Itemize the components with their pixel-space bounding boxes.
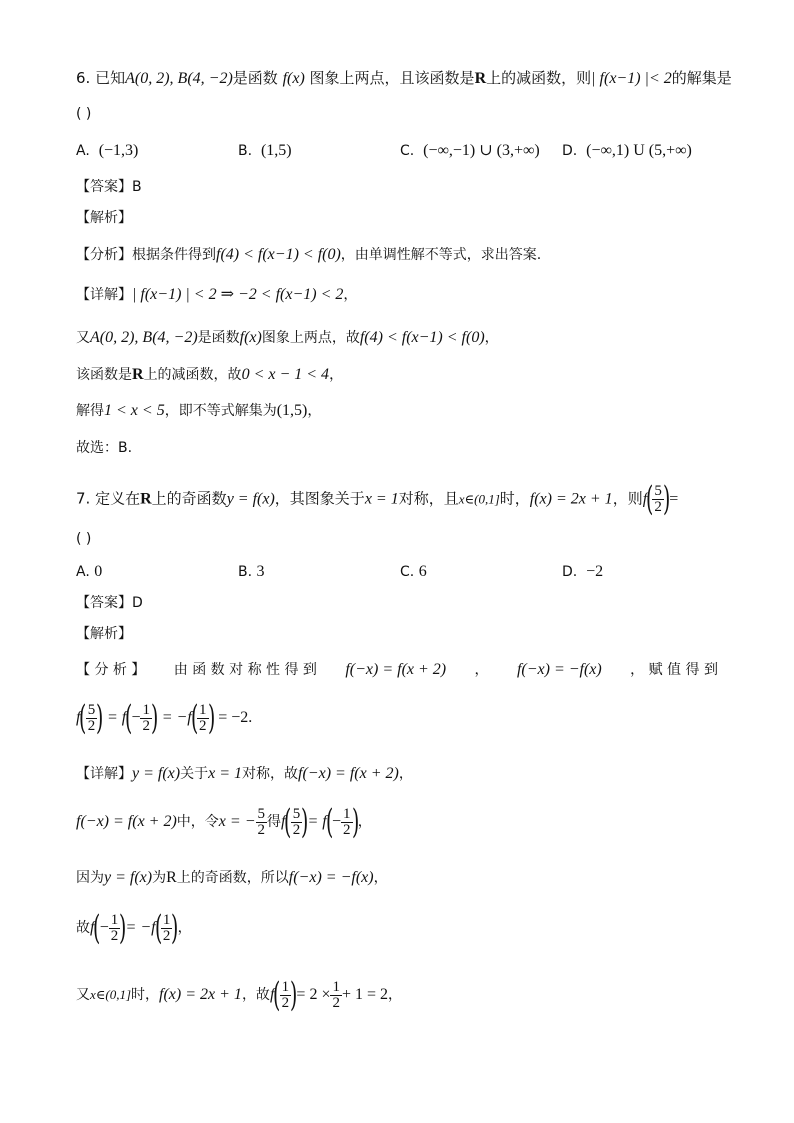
q7-option-b — [238, 561, 265, 583]
math: − — [332, 813, 342, 830]
right-paren: ) — [351, 802, 359, 842]
option-value: (−∞,−1) ∪ (3,+∞) — [423, 142, 540, 159]
fraction — [197, 703, 209, 734]
math: f — [281, 813, 286, 830]
q6-R: R — [474, 70, 487, 87]
q7-fenxi — [76, 659, 718, 681]
denominator: 2 — [87, 717, 96, 734]
answer-value: D — [132, 595, 143, 611]
text: 又 — [76, 987, 90, 1003]
option-value: (−∞,1) U (5,+∞) — [586, 142, 692, 159]
option-value: (1,5) — [260, 142, 292, 159]
q7-detail-4 — [76, 910, 192, 946]
math: x∈(0,1] — [458, 491, 500, 507]
q7-option-a — [76, 561, 102, 583]
math: x = − — [218, 813, 256, 830]
math: = — [669, 490, 679, 508]
text: 时， — [499, 489, 530, 508]
right-paren: ) — [171, 908, 179, 948]
math: f(x) = 2x + 1 — [529, 490, 613, 508]
text: 解得 — [76, 403, 104, 419]
text: 上的减函数，故 — [143, 367, 242, 383]
text: ， — [307, 403, 322, 419]
math: = f — [307, 813, 327, 830]
q6-analysis-heading: 【解析】 — [76, 210, 132, 226]
q6-option-b — [238, 140, 292, 162]
q6-text: 上的减函数，则 — [486, 69, 592, 87]
numerator: 1 — [281, 978, 290, 995]
q6-xiangjie — [76, 284, 357, 306]
text: 为 — [152, 870, 167, 886]
option-label: B. — [238, 143, 253, 159]
math: = −f — [125, 919, 156, 936]
numerator: 1 — [343, 805, 351, 822]
option-value: −2 — [586, 563, 604, 580]
text: 因为 — [76, 870, 104, 886]
fenxi-tag: 【分析】 — [76, 247, 132, 263]
math: f(4) < f(x−1) < f(0) — [216, 246, 341, 263]
q7-number: 7. — [76, 489, 91, 508]
left-paren: ( — [190, 698, 199, 738]
q6-text: 的解集是 — [671, 69, 732, 87]
math: f(x) = 2x + 1 — [159, 986, 242, 1003]
answer-value: B — [132, 179, 142, 195]
text: ， — [388, 987, 403, 1003]
text: 又 — [76, 330, 90, 346]
q7-detail-2 — [76, 804, 372, 840]
text: 由 函 数 对 称 性 得 到 — [173, 662, 317, 678]
option-label: C. — [400, 143, 415, 159]
math: f(−x) = f(x + 2) — [76, 813, 177, 830]
numerator: 1 — [162, 911, 171, 928]
numerator: 1 — [110, 911, 119, 928]
option-label: A. — [76, 564, 90, 580]
math: y = f(x) — [226, 490, 275, 508]
left-paren: ( — [646, 479, 654, 519]
q6-option-a — [76, 140, 138, 162]
left-paren: ( — [154, 908, 162, 948]
math: = −f — [161, 709, 192, 726]
denominator: 2 — [343, 821, 351, 838]
text: ， — [398, 766, 413, 782]
math: f(x) — [239, 329, 262, 346]
option-label: B. — [238, 564, 253, 580]
text: ， — [357, 814, 372, 830]
q7-fenxi-calc — [76, 700, 252, 736]
math: = f — [106, 709, 127, 726]
q7-answer-paren: ( ) — [76, 531, 92, 547]
option-value: 6 — [418, 563, 427, 580]
math: 1 < x < 5 — [104, 402, 165, 419]
left-paren: ( — [93, 908, 101, 948]
fenxi-tag: 【 分 析 】 — [76, 662, 146, 678]
math: x = 1 — [364, 490, 399, 508]
math: (1,5) — [276, 402, 308, 419]
q6-points: A(0, 2), B(4, −2) — [125, 70, 233, 87]
left-paren: ( — [273, 975, 281, 1015]
text: ，则 — [612, 489, 643, 508]
text: 图象上两点，故 — [261, 330, 360, 346]
q6-fenxi — [76, 244, 541, 266]
math: + 1 = 2 — [341, 986, 389, 1003]
math: y = f(x) — [132, 765, 181, 782]
option-value: 3 — [256, 563, 265, 580]
text: ， — [474, 662, 489, 678]
option-label: C. — [400, 564, 415, 580]
math: x = 1 — [208, 765, 243, 782]
text: ， — [177, 920, 192, 936]
left-paren: ( — [284, 802, 292, 842]
text: ， — [373, 870, 388, 886]
numerator: 5 — [292, 805, 301, 822]
left-paren: ( — [325, 802, 334, 842]
answer-tag: 【答案】 — [76, 179, 132, 195]
option-label: D. — [562, 564, 578, 580]
denominator: 2 — [332, 994, 340, 1011]
text: 上的奇函数 — [151, 489, 227, 508]
q7-answer — [76, 592, 143, 614]
math: A(0, 2), B(4, −2) — [90, 329, 198, 346]
numerator: 1 — [142, 701, 150, 718]
math: R — [166, 869, 177, 886]
denominator: 2 — [257, 821, 265, 838]
text: 关于 — [180, 766, 209, 782]
text: 上的奇函数，所以 — [176, 870, 289, 886]
math: f(−x) = f(x + 2) — [345, 661, 447, 678]
option-label: A. — [76, 143, 90, 159]
option-value: (−1,3) — [98, 142, 139, 159]
math: 0 < x − 1 < 4 — [241, 366, 330, 383]
denominator: 2 — [654, 498, 662, 515]
xiangjie-tag: 【详解】 — [76, 766, 132, 782]
q6-conclusion: 故选：B. — [76, 440, 133, 456]
right-paren: ) — [301, 802, 309, 842]
left-paren: ( — [79, 698, 87, 738]
fraction — [330, 980, 342, 1011]
text: ， — [484, 330, 499, 346]
right-paren: ) — [662, 479, 671, 519]
q6-line2 — [76, 327, 499, 349]
q7-option-d — [562, 561, 603, 583]
math: R — [132, 366, 144, 383]
text: 对称，故 — [242, 766, 299, 782]
denominator: 2 — [110, 927, 119, 944]
math: f(−x) = f(x + 2) — [298, 765, 399, 782]
math: f — [90, 919, 95, 936]
denominator: 2 — [162, 927, 171, 944]
q6-option-d — [562, 140, 692, 162]
math: y = f(x) — [104, 869, 153, 886]
option-label: D. — [562, 143, 578, 159]
numerator: 5 — [257, 805, 265, 822]
text: 中，令 — [176, 814, 219, 830]
denominator: 2 — [281, 994, 290, 1011]
math: f(4) < f(x−1) < f(0) — [359, 329, 485, 346]
denominator: 2 — [292, 821, 301, 838]
text: 该函数是 — [76, 367, 132, 383]
math: − — [99, 919, 109, 936]
math: | f(x−1) | < 2 ⇒ −2 < f(x−1) < 2 — [132, 286, 344, 303]
fraction — [256, 807, 268, 838]
text: 是函数 — [197, 330, 240, 346]
q6-fx: f(x) — [282, 70, 305, 87]
q6-answer-paren: ( ) — [76, 106, 92, 122]
q6-text: 是函数 — [232, 69, 278, 87]
q6-text: 已知 — [95, 69, 126, 87]
text: ， — [343, 287, 358, 303]
math: = 2 × — [296, 986, 331, 1003]
text: 得 — [267, 814, 281, 830]
text: ， 赋 值 得 到 — [630, 662, 718, 678]
math: x∈(0,1] — [90, 987, 132, 1002]
q6-answer — [76, 176, 142, 198]
right-paren: ) — [119, 908, 127, 948]
q7-detail-3 — [76, 867, 388, 889]
q6-stem — [76, 67, 732, 90]
numerator: 5 — [87, 701, 96, 718]
q6-number: 6. — [76, 69, 91, 87]
math: R — [140, 490, 152, 508]
numerator: 5 — [654, 482, 662, 499]
text: 故 — [76, 920, 90, 936]
text: ， — [329, 367, 344, 383]
q6-option-c — [400, 140, 540, 162]
q6-line4 — [76, 400, 321, 422]
q7-analysis-heading: 【解析】 — [76, 626, 132, 642]
q7-detail-1 — [76, 763, 413, 785]
math: f(−x) = −f(x) — [516, 661, 602, 678]
text: 根据条件得到 — [132, 247, 216, 263]
denominator: 2 — [199, 717, 207, 734]
right-paren: ) — [290, 975, 298, 1015]
right-paren: ) — [96, 698, 104, 738]
math: = −2. — [218, 709, 253, 726]
left-paren: ( — [125, 698, 133, 738]
numerator: 1 — [199, 701, 207, 718]
option-value: 0 — [94, 563, 103, 580]
right-paren: ) — [207, 698, 215, 738]
math: f — [76, 709, 81, 726]
math: − — [131, 709, 141, 726]
numerator: 1 — [332, 978, 340, 995]
text: ，即不等式解集为 — [164, 403, 277, 419]
text: 定义在 — [95, 489, 141, 508]
xiangjie-tag: 【详解】 — [76, 287, 132, 303]
text: ，其图象关于 — [274, 489, 365, 508]
text: ，故 — [241, 987, 270, 1003]
q7-option-c — [400, 561, 427, 583]
fraction — [341, 807, 353, 838]
q7-detail-5 — [76, 977, 402, 1013]
q7-stem — [76, 479, 679, 519]
text: ，由单调性解不等式，求出答案. — [340, 247, 542, 263]
denominator: 2 — [142, 717, 150, 734]
text: 时， — [131, 987, 160, 1003]
math: f — [642, 490, 648, 508]
q6-inequality: | f(x−1) |< 2 — [591, 70, 672, 87]
answer-tag: 【答案】 — [76, 595, 132, 611]
text: 对称，且 — [398, 489, 459, 508]
math: f — [269, 986, 275, 1003]
math: f(−x) = −f(x) — [288, 869, 374, 886]
q6-line3 — [76, 364, 343, 386]
right-paren: ) — [150, 698, 159, 738]
q6-text: 图象上两点，且该函数是 — [309, 69, 475, 87]
